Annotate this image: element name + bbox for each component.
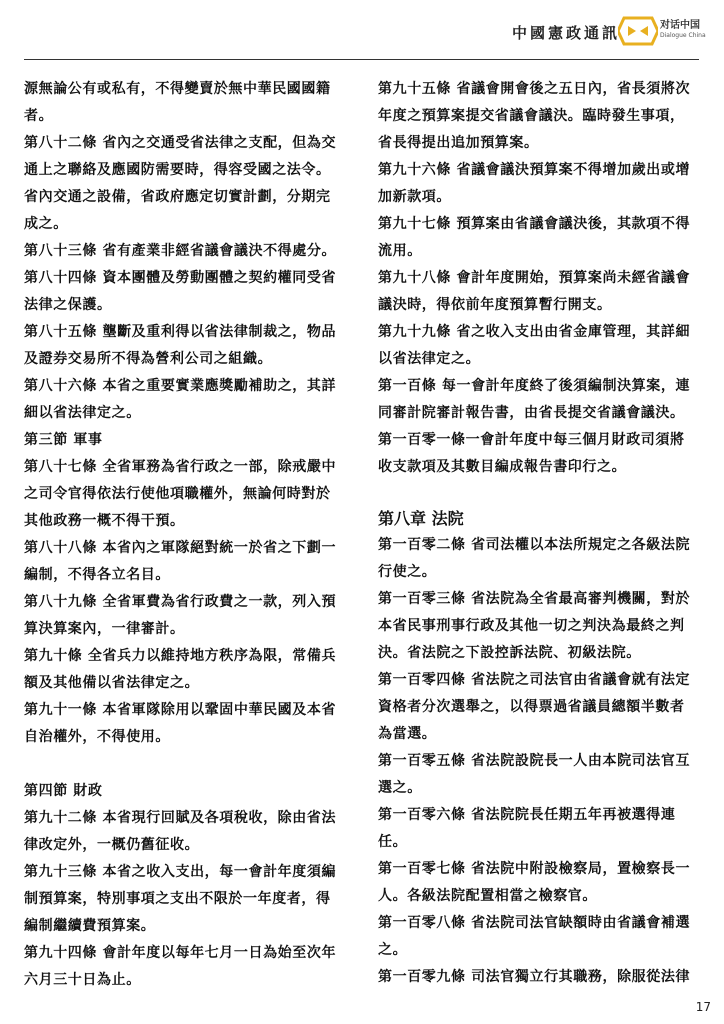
article-86: 第八十六條 本省之重要實業應獎勵補助之，其詳細以省法律定之。	[24, 378, 337, 421]
article-91: 第九十一條 本省軍隊除用以鞏固中華民國及本省自治權外，不得使用。	[24, 702, 337, 745]
brand-name-cn: 对话中国	[660, 20, 700, 31]
article-104: 第一百零四條 省法院之司法官由省議會就有法定資格者分次選舉之，以得票過省議員總額半數者為當選。	[378, 672, 691, 742]
page-number: 17	[695, 1000, 711, 1014]
chapter-heading-courts: 第八章 法院	[378, 509, 464, 528]
spacer	[378, 481, 692, 499]
article-102: 第一百零二條 省司法權以本法所規定之各級法院行使之。	[378, 537, 691, 580]
article-108: 第一百零八條 省法院司法官缺額時由省議會補選之。	[378, 915, 691, 958]
dialogue-china-logo-icon	[618, 16, 658, 46]
article-88: 第八十八條 本省內之軍隊絕對統一於省之下劃一編制，不得各立名目。	[24, 540, 337, 583]
article-99: 第九十九條 省之收入支出由省金庫管理，其詳細以省法律定之。	[378, 324, 691, 367]
article-96: 第九十六條 省議會議決預算案不得增加歲出或增加新款項。	[378, 162, 691, 205]
right-column	[378, 76, 692, 991]
left-column	[24, 76, 338, 994]
article-107: 第一百零七條 省法院中附設檢察局，置檢察長一人。各級法院配置相當之檢察官。	[378, 861, 691, 904]
article-83: 第八十三條 省有產業非經省議會議決不得處分。	[24, 243, 337, 259]
paragraph: 源無論公有或私有，不得變賣於無中華民國國籍者。	[24, 81, 331, 124]
article-100: 第一百條 每一會計年度終了後須編制決算案，連同審計院審計報告書，由省長提交省議會議決。	[378, 378, 691, 421]
article-106: 第一百零六條 省法院院長任期五年再被選得連任。	[378, 807, 676, 850]
brand-name	[660, 21, 706, 39]
brand-name-en: Dialogue China	[660, 32, 706, 39]
article-93: 第九十三條 本省之收入支出，每一會計年度須編制預算案，特別事項之支出不限於一年度者，得編制繼續費預算案。	[24, 864, 337, 934]
article-97: 第九十七條 預算案由省議會議決後，其款項不得流用。	[378, 216, 691, 259]
article-94: 第九十四條 會計年度以每年七月一日為始至次年六月三十日為止。	[24, 945, 337, 988]
article-87: 第八十七條 全省軍務為省行政之一部，除戒嚴中之司令官得依法行使他項職權外，無論何時對於其他政務一概不得干預。	[24, 459, 337, 529]
article-103: 第一百零三條 省法院為全省最高審判機關，對於本省民事刑事行政及其他一切之判決為最終之判決。省法院之下設控訴法院、初級法院。	[378, 591, 691, 661]
article-101: 第一百零一條一會計年度中每三個月財政司須將收支款項及其數目編成報告書印行之。	[378, 432, 685, 475]
article-85: 第八十五條 壟斷及重利得以省法律制裁之，物品及證券交易所不得為營利公司之組織。	[24, 324, 337, 367]
article-109: 第一百零九條 司法官獨立行其職務，除服從法律	[378, 969, 691, 985]
article-90: 第九十條 全省兵力以維持地方秩序為限，常備兵額及其他備以省法律定之。	[24, 648, 337, 691]
article-92: 第九十二條 本省現行回賦及各項稅收，除由省法律改定外，一概仍舊征收。	[24, 810, 337, 853]
section-heading-finance: 第四節 財政	[24, 783, 103, 799]
header-divider	[24, 59, 699, 60]
spacer	[24, 751, 338, 778]
section-heading-military: 第三節 軍事	[24, 432, 103, 448]
article-95: 第九十五條 省議會開會後之五日內，省長須將次年度之預算案提交省議會議決。臨時發生事項，省長得提出追加預算案。	[378, 81, 691, 151]
page-header	[0, 0, 724, 60]
article-84: 第八十四條 資本團體及勞動團體之契約權同受省法律之保護。	[24, 270, 337, 313]
article-98: 第九十八條 會計年度開始，預算案尚未經省議會議決時，得依前年度預算暫行開支。	[378, 270, 691, 313]
article-82: 第八十二條 省內之交通受省法律之支配，但為交通上之聯絡及應國防需要時，得容受國之法令。省內交通之設備，省政府應定切實計劃，分期完成之。	[24, 135, 337, 232]
article-105: 第一百零五條 省法院設院長一人由本院司法官互選之。	[378, 753, 691, 796]
masthead-title: 中國憲政通訊	[512, 24, 621, 42]
article-89: 第八十九條 全省軍費為省行政費之一款，列入預算決算案內，一律審計。	[24, 594, 337, 637]
